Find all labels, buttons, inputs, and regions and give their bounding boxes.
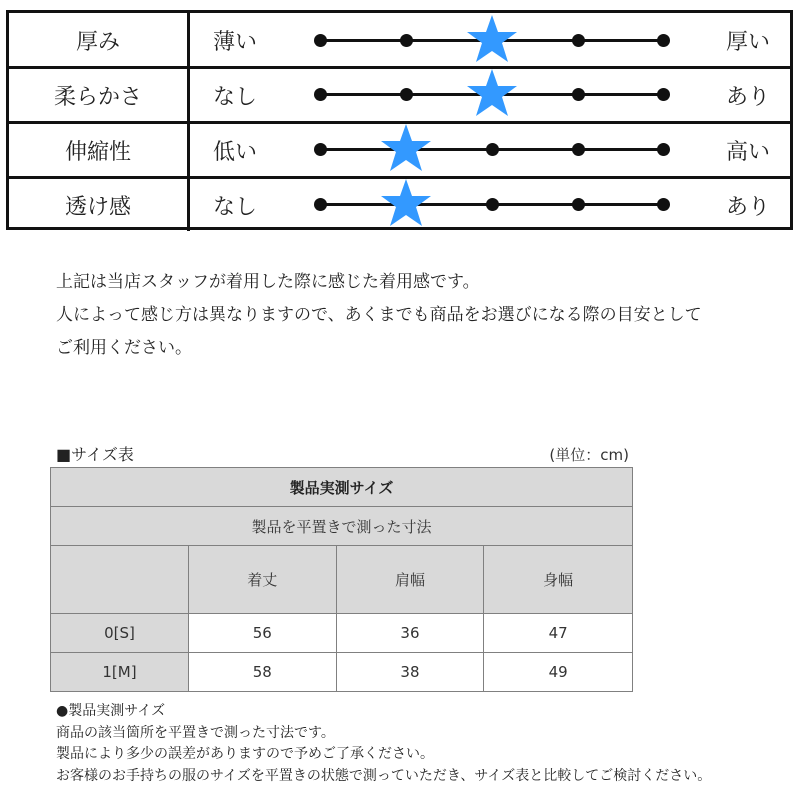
star-icon	[381, 124, 431, 172]
note-line: 上記は当店スタッフが着用した際に感じた着用感です。	[56, 272, 480, 292]
size-column-header: 肩幅	[336, 546, 484, 614]
size-column-header: 着丈	[188, 546, 336, 614]
size-value: 49	[484, 653, 633, 692]
feel-scale	[314, 124, 674, 176]
feel-max-label: あり	[725, 194, 770, 220]
footnote-line: 商品の該当箇所を平置きで測った寸法です。	[56, 724, 335, 741]
feel-row-stretch	[9, 121, 790, 176]
feel-label: 透け感	[9, 179, 190, 231]
size-label: 0[S]	[51, 614, 189, 653]
scale-dot	[486, 198, 499, 211]
size-header-title: 製品実測サイズ	[51, 468, 633, 507]
scale-dot	[314, 88, 327, 101]
scale-dot	[572, 34, 585, 47]
fit-feel-table	[6, 10, 793, 230]
feel-max-label: 厚い	[725, 30, 770, 55]
scale-dot	[657, 88, 670, 101]
scale-dot	[400, 34, 413, 47]
scale-dot	[486, 143, 499, 156]
note-line: ご利用ください。	[56, 338, 192, 358]
size-footnote	[56, 701, 711, 787]
size-column-header: 身幅	[484, 546, 633, 614]
scale-dot	[314, 143, 327, 156]
feel-max-label: あり	[725, 84, 770, 110]
scale-dot	[314, 34, 327, 47]
size-label: 1[M]	[51, 653, 189, 692]
scale-dot	[572, 198, 585, 211]
scale-dot	[657, 198, 670, 211]
size-chart-table	[50, 467, 633, 692]
feel-label: 厚み	[9, 13, 190, 68]
feel-row-softness	[9, 66, 790, 121]
feel-min-label: 薄い	[213, 30, 258, 55]
feel-row-thickness	[9, 13, 790, 68]
size-value: 56	[188, 614, 336, 653]
star-icon	[467, 69, 517, 117]
table-row	[51, 653, 633, 692]
feel-scale	[314, 13, 674, 68]
size-chart-unit: (単位：cm)	[549, 446, 629, 464]
note-line: 人によって感じ方は異なりますので、あくまでも商品をお選びになる際の目安として	[56, 305, 702, 325]
footnote-line: 製品により多少の誤差がありますので予めご了承ください。	[56, 746, 434, 762]
star-icon	[381, 179, 431, 227]
footnote-line: お客様のお手持ちの服のサイズを平置きの状態で測っていただき、サイズ表と比較してご検討ください。	[56, 767, 712, 784]
scale-dot	[657, 143, 670, 156]
size-chart-title: ■サイズ表	[56, 445, 134, 464]
scale-dot	[572, 143, 585, 156]
scale-dot	[400, 88, 413, 101]
table-row	[51, 614, 633, 653]
size-value: 36	[336, 614, 484, 653]
scale-dot	[657, 34, 670, 47]
size-value: 47	[484, 614, 633, 653]
fit-note	[56, 266, 702, 365]
footnote-heading: ●製品実測サイズ	[56, 703, 166, 719]
size-header-subtitle: 製品を平置きで測った寸法	[51, 507, 633, 546]
feel-max-label: 高い	[725, 139, 770, 165]
scale-dot	[572, 88, 585, 101]
star-icon	[467, 15, 517, 63]
feel-label: 伸縮性	[9, 124, 190, 176]
feel-scale	[314, 69, 674, 121]
feel-min-label: なし	[213, 84, 258, 110]
feel-min-label: なし	[213, 194, 258, 220]
size-value: 38	[336, 653, 484, 692]
feel-min-label: 低い	[213, 139, 258, 165]
scale-dot	[314, 198, 327, 211]
size-value: 58	[188, 653, 336, 692]
feel-row-sheerness	[9, 176, 790, 231]
feel-label: 柔らかさ	[9, 69, 190, 121]
size-column-header-empty	[51, 546, 189, 614]
feel-scale	[314, 179, 674, 231]
